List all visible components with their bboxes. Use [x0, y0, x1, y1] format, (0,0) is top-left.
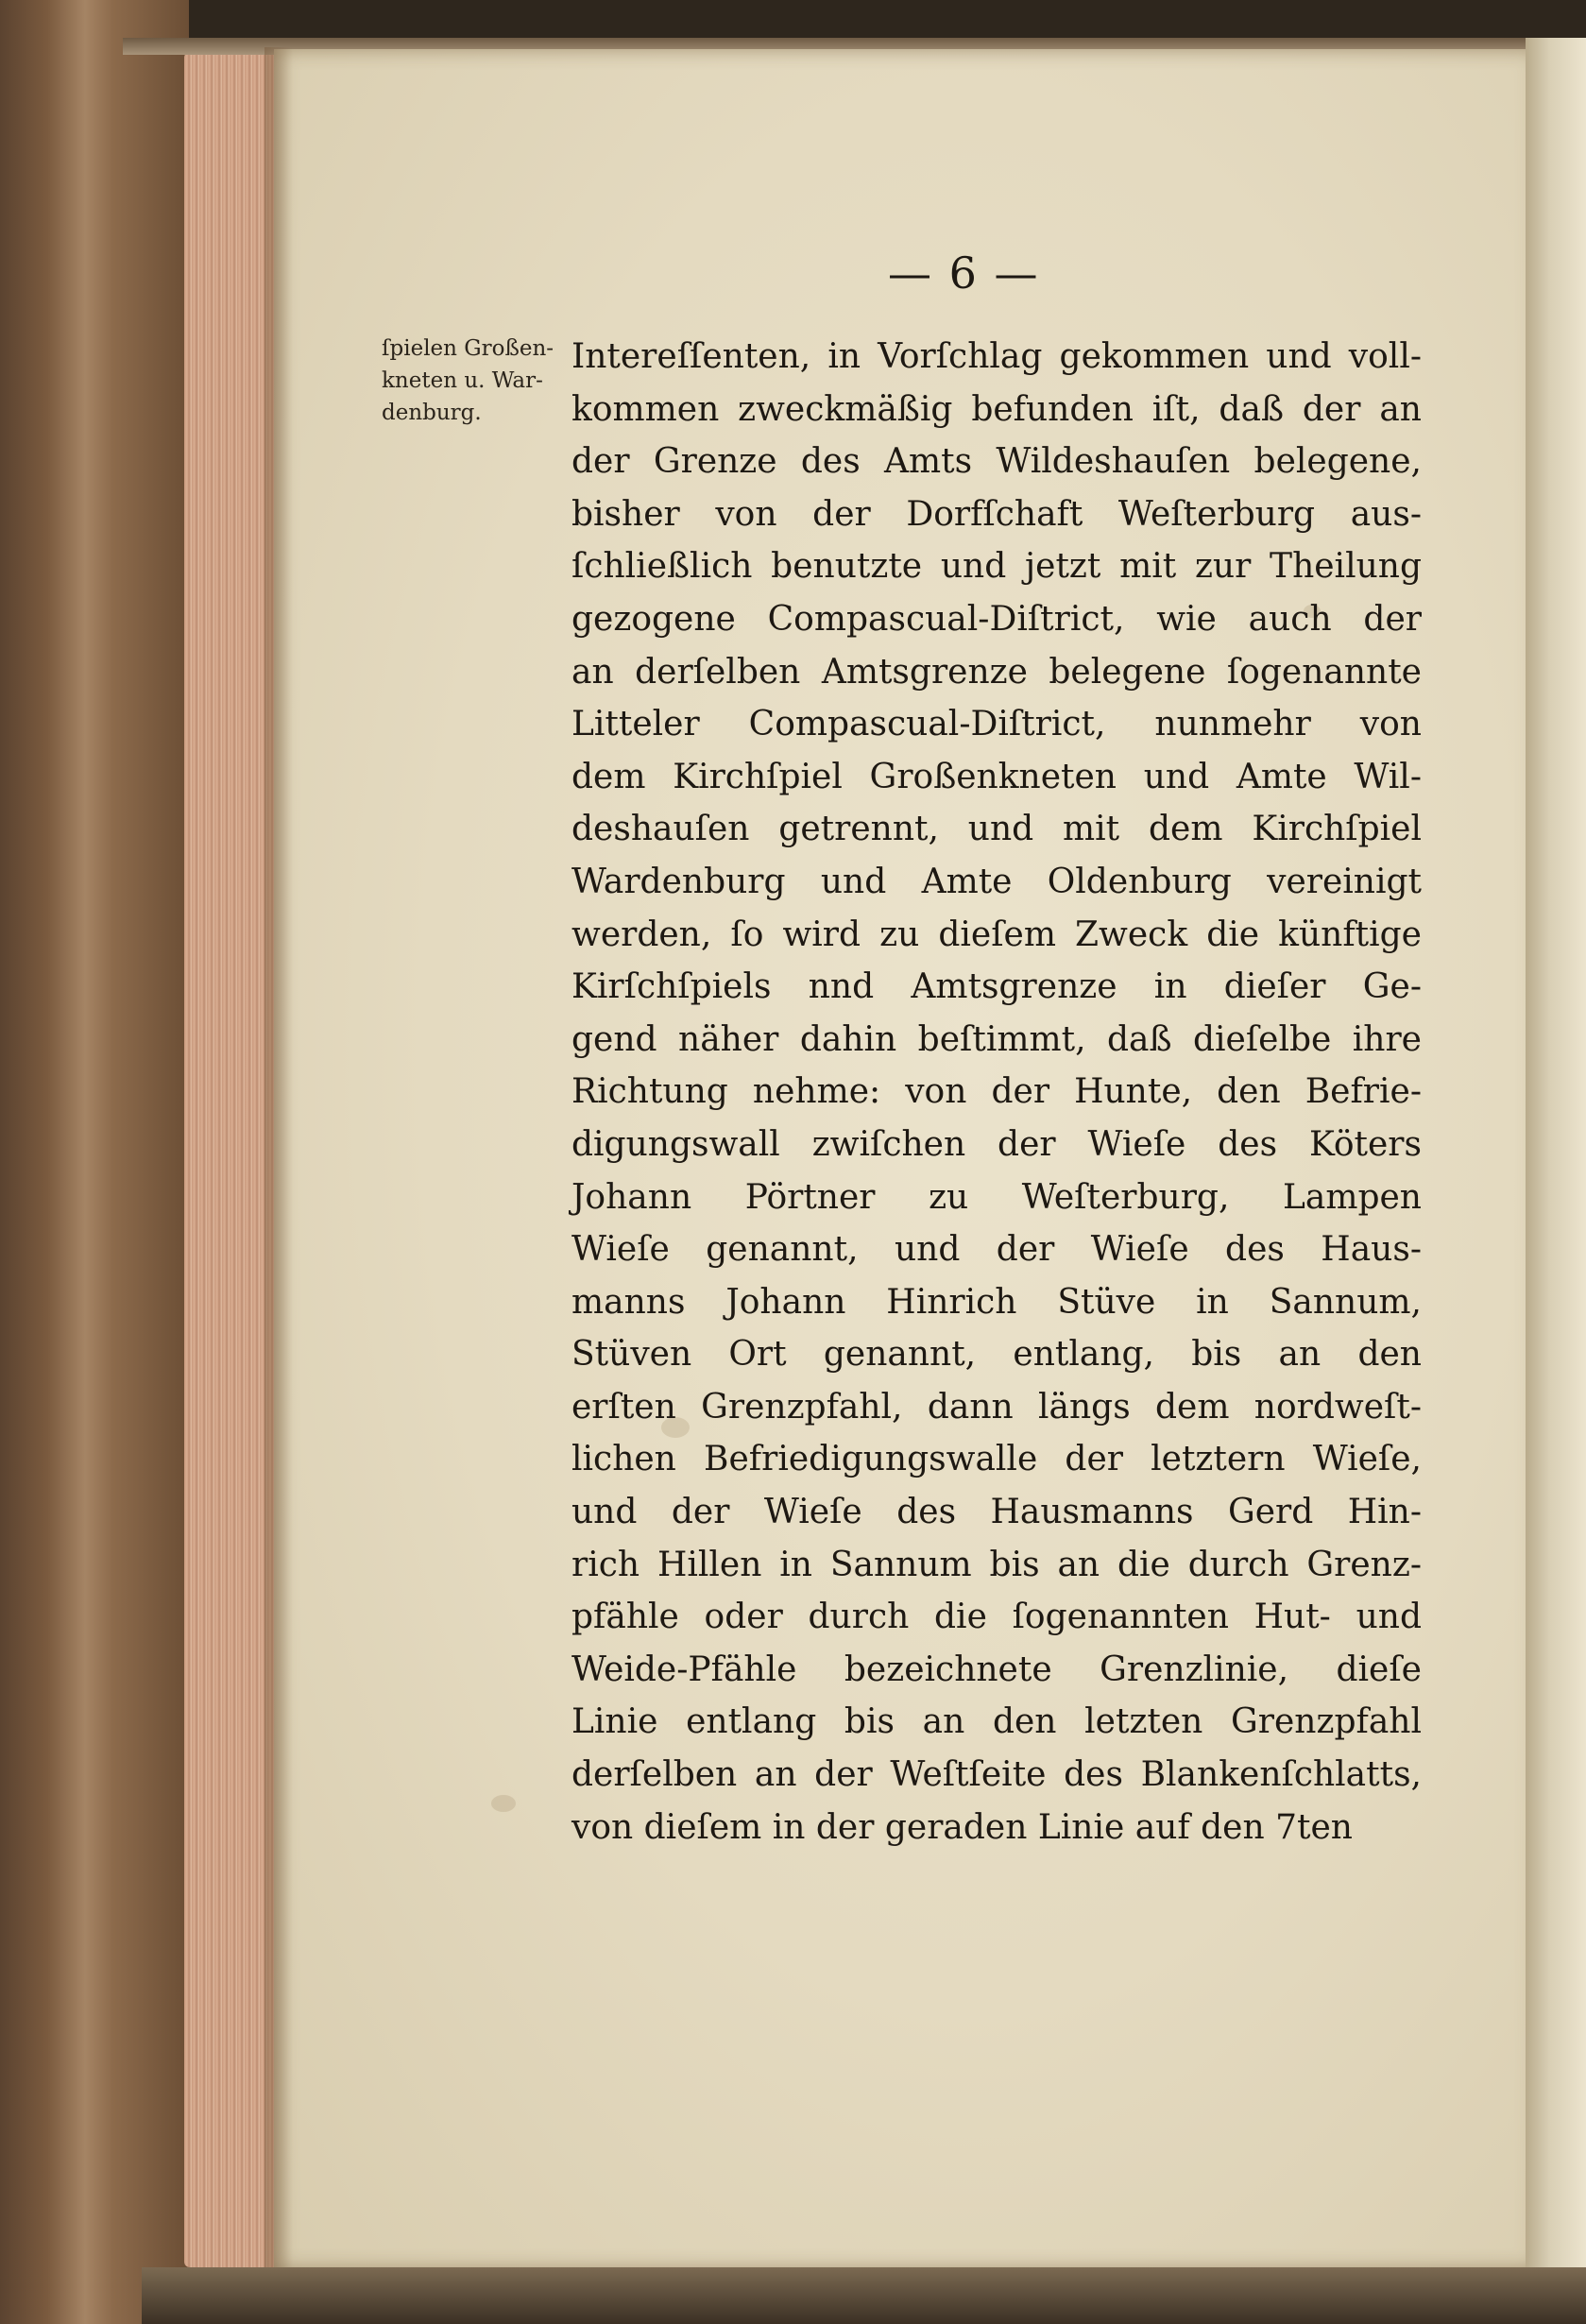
text-line: deshauſen getrennt, und mit dem Kirchſpiel	[571, 810, 1422, 849]
text-line: werden, ſo wird zu dieſem Zweck die künftige	[571, 914, 1422, 954]
text-line: Kirſchſpiels nnd Amtsgrenze in dieſer Ge-	[571, 967, 1422, 1007]
text-line: Intereſſenten, in Vorſchlag gekommen und voll-	[571, 337, 1422, 376]
text-line: von dieſem in der geraden Linie auf den 7ten	[571, 1807, 1353, 1847]
text-line: Johann Pörtner zu Weſterburg, Lampen	[571, 1177, 1422, 1217]
text-line: rich Hillen in Sannum bis an die durch Grenz-	[571, 1545, 1422, 1584]
text-line: Richtung nehme: von der Hunte, den Befrie-	[571, 1072, 1422, 1112]
text-line: manns Johann Hinrich Stüve in Sannum,	[571, 1282, 1422, 1322]
text-line: Wieſe genannt, und der Wieſe des Haus-	[571, 1230, 1422, 1270]
text-line: Linie entlang bis an den letzten Grenzpfahl	[571, 1702, 1422, 1742]
text-line: der Grenze des Amts Wildeshauſen belegene,	[571, 442, 1422, 482]
text-line: Litteler Compascual-Diſtrict, nunmehr von	[571, 705, 1422, 744]
page-number: — 6 —	[888, 248, 1040, 299]
text-line: Wardenburg und Amte Oldenburg vereinigt	[571, 862, 1422, 901]
text-line: digungswall zwiſchen der Wieſe des Köters	[571, 1124, 1422, 1164]
text-line: kommen zweckmäßig befunden iſt, daß der an	[571, 389, 1422, 429]
text-line: lichen Befriedigungswalle der letztern Wieſe,	[571, 1440, 1422, 1479]
marginal-note-line: kneten u. War-	[382, 368, 543, 393]
marginal-note-line: ſpielen Großen-	[382, 336, 554, 361]
body-text	[571, 331, 1422, 1854]
marginal-note	[382, 333, 597, 429]
text-line: dem Kirchſpiel Großenkneten und Amte Wil-	[571, 757, 1422, 796]
text-line: und der Wieſe des Hausmanns Gerd Hin-	[571, 1493, 1422, 1532]
text-line: erſten Grenzpfahl, dann längs dem nordweſt-	[571, 1387, 1422, 1427]
text-line: an derſelben Amtsgrenze belegene ſogenannte	[571, 652, 1422, 692]
text-line: Weide-Pfähle bezeichnete Grenzlinie, dieſe	[571, 1649, 1422, 1689]
text-line: gezogene Compascual-Diſtrict, wie auch der	[571, 599, 1422, 639]
text-line: pfähle oder durch die ſogenannten Hut- und	[571, 1598, 1422, 1637]
text-line: Stüven Ort genannt, entlang, bis an den	[571, 1335, 1422, 1375]
text-line: derſelben an der Weſtſeite des Blankenſchlatts,	[571, 1755, 1422, 1795]
text-line: gend näher dahin beſtimmt, daß dieſelbe ihre	[571, 1019, 1422, 1059]
text-line: bisher von der Dorfſchaft Weſterburg aus-	[571, 494, 1422, 534]
marginal-note-line: denburg.	[382, 401, 482, 425]
text-line: ſchließlich benutzte und jetzt mit zur Theilung	[571, 547, 1422, 587]
